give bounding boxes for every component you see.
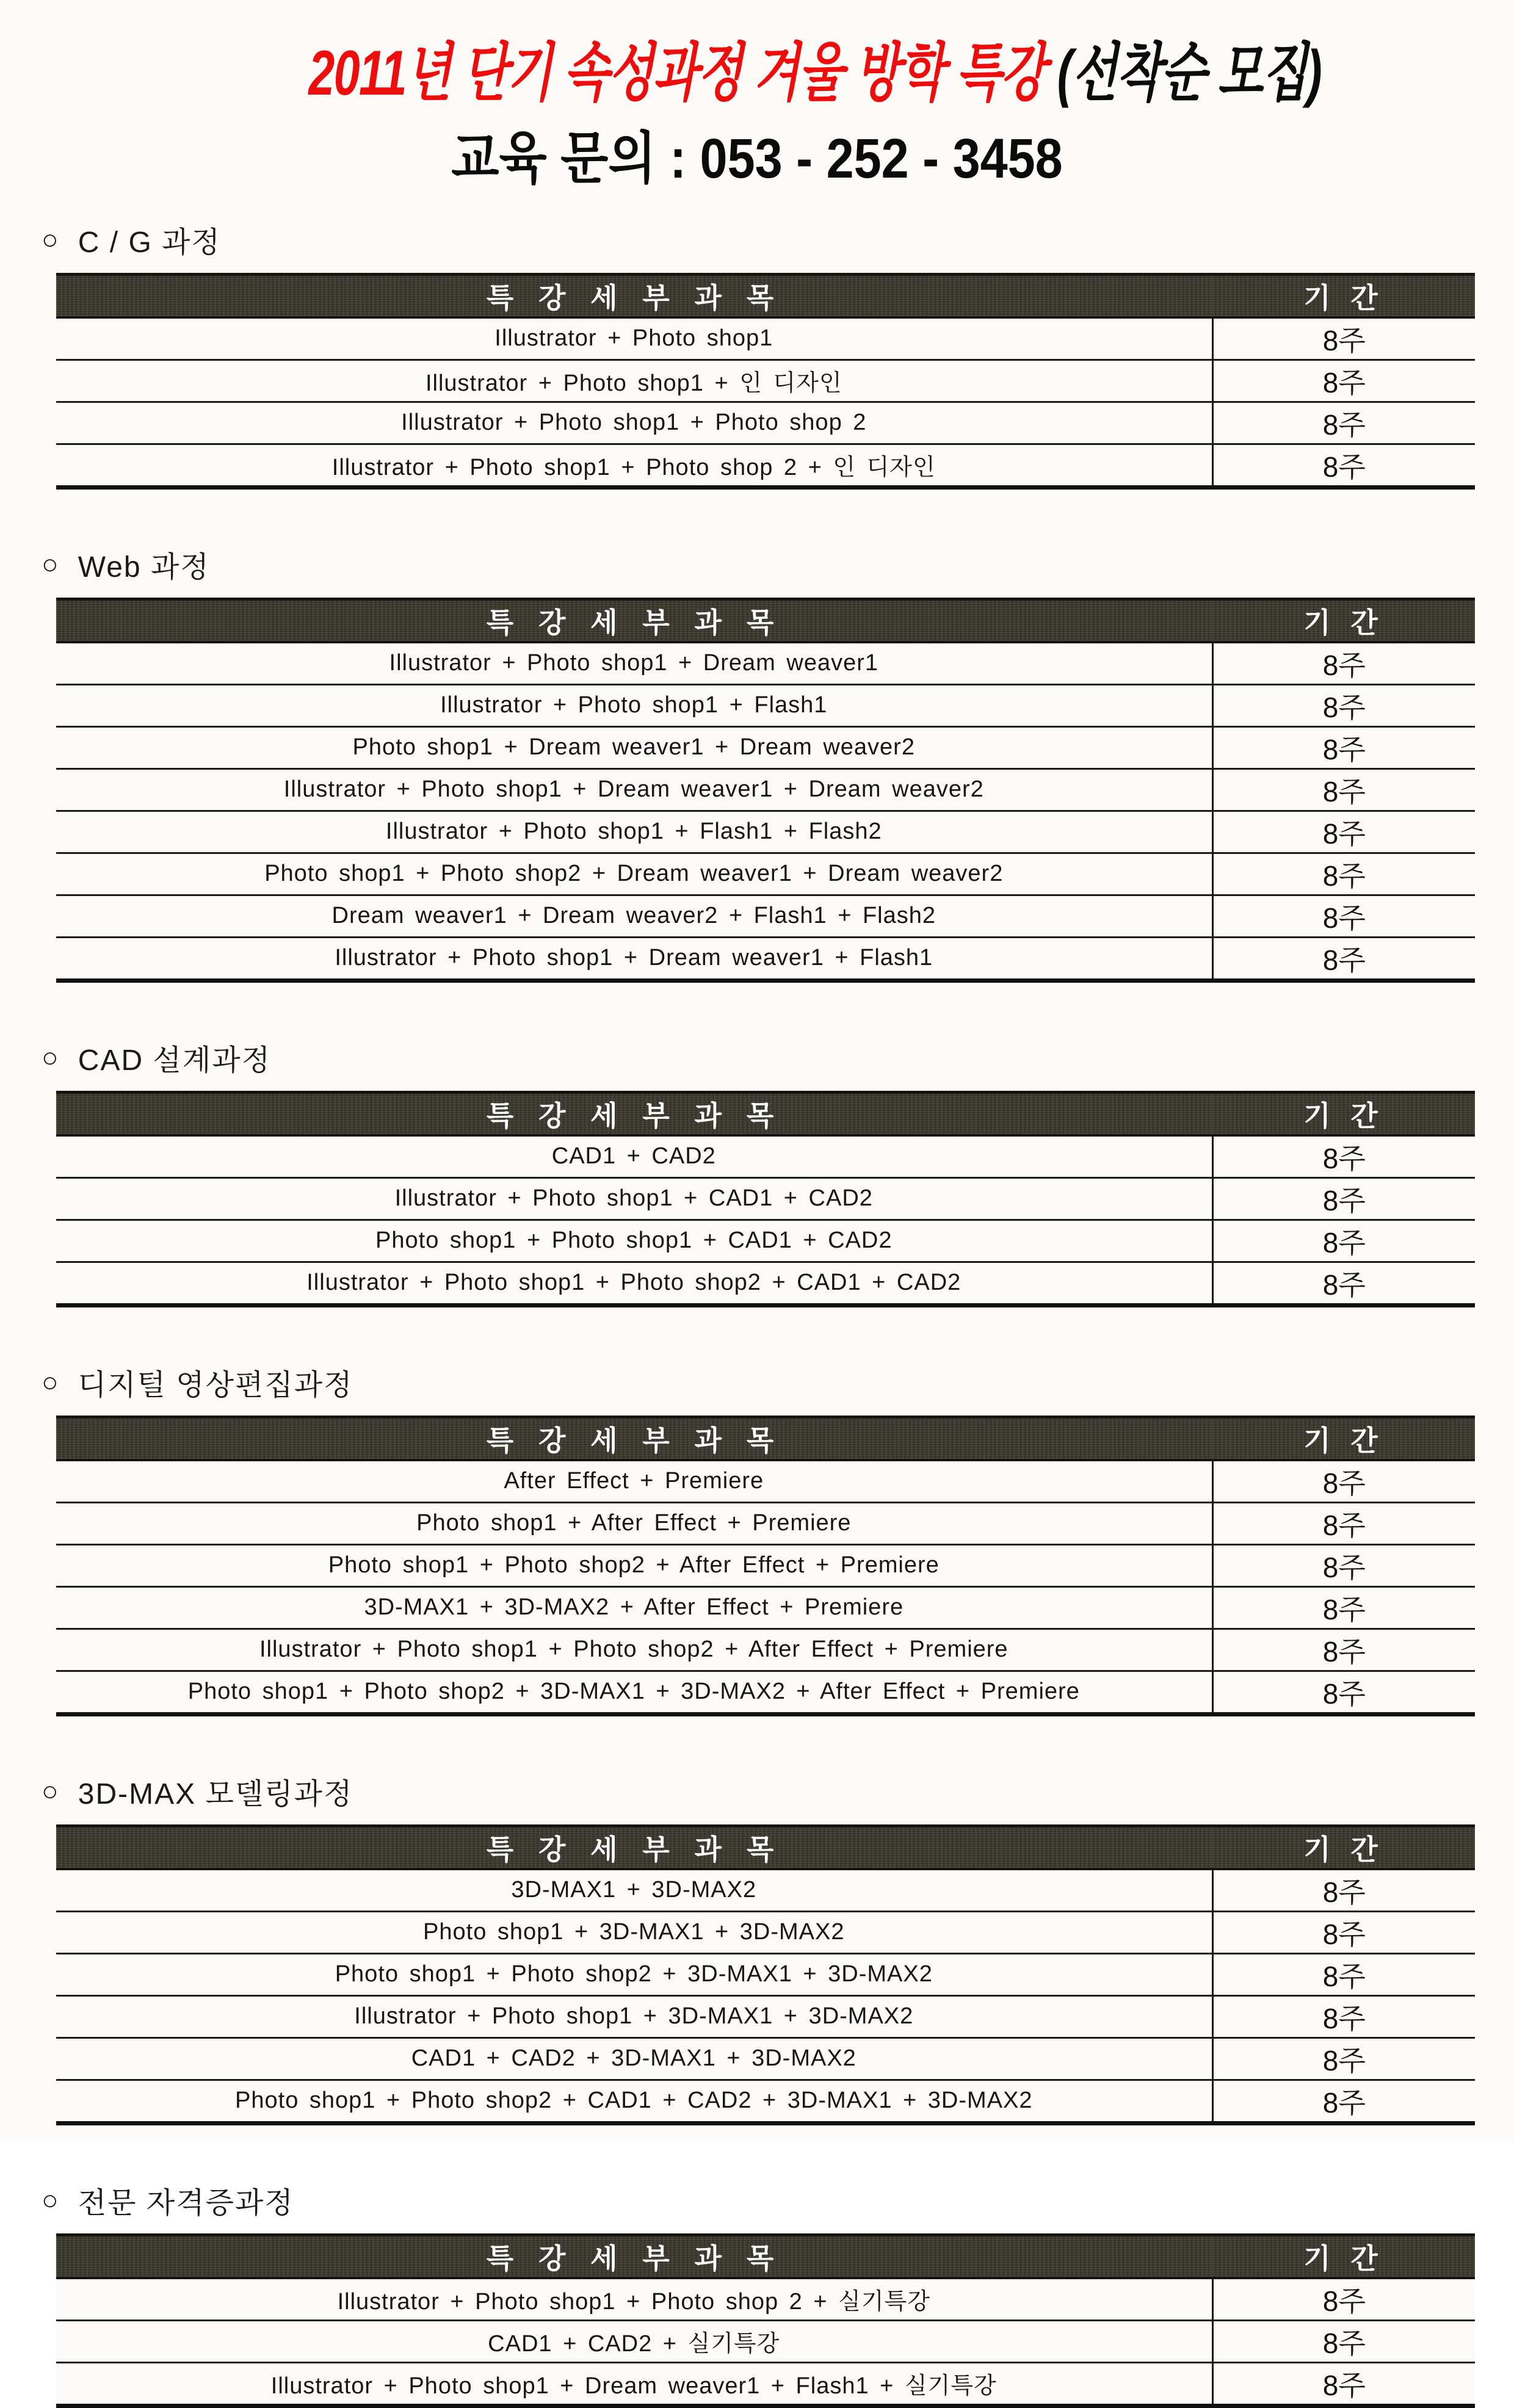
section-certification: [39, 2179, 1475, 2408]
course-row: [56, 2278, 1475, 2321]
course-subject: Photo shop1 + After Effect + Premiere: [56, 1502, 1212, 1544]
course-period: 8주: [1212, 1911, 1475, 1953]
course-period: 8주: [1212, 1502, 1475, 1544]
course-row: [56, 937, 1475, 980]
course-subject: Illustrator + Photo shop1 + Photo shop 2 + 인 디자인: [56, 444, 1212, 487]
course-period: 8주: [1212, 642, 1475, 685]
flyer-title-red: 2011년 단기 속성과정 겨울 방학 특강: [308, 38, 1057, 109]
table-header-period: 기 간: [1212, 1092, 1475, 1135]
course-subject: Illustrator + Photo shop1 + 3D-MAX1 + 3D-MAX2: [56, 1995, 1212, 2037]
course-period: 8주: [1212, 1953, 1475, 1995]
course-period: 8주: [1212, 1586, 1475, 1629]
table-header-period: 기 간: [1212, 2235, 1475, 2278]
circle-bullet-icon: ○: [42, 1041, 60, 1074]
table-header-subject: 특 강 세 부 과 목: [56, 2235, 1212, 2278]
course-row: [56, 853, 1475, 895]
course-subject: Photo shop1 + Photo shop2 + CAD1 + CAD2 + 3D-MAX1 + 3D-MAX2: [56, 2080, 1212, 2123]
course-period: 8주: [1212, 1995, 1475, 2037]
course-table-video-editing: [56, 1416, 1475, 1716]
table-header-period: 기 간: [1212, 274, 1475, 317]
course-row: [56, 684, 1475, 726]
table-header-period: 기 간: [1212, 1826, 1475, 1869]
course-period: 8주: [1212, 937, 1475, 980]
course-subject: 3D-MAX1 + 3D-MAX2 + After Effect + Premiere: [56, 1586, 1212, 1629]
course-period: 8주: [1212, 1629, 1475, 1671]
course-period: 8주: [1212, 1262, 1475, 1305]
course-row: [56, 1177, 1475, 1220]
section-video-editing: [39, 1361, 1475, 1716]
course-row: [56, 642, 1475, 685]
course-row: [56, 2362, 1475, 2406]
course-subject: Illustrator + Photo shop1 + Photo shop2 + CAD1 + CAD2: [56, 1262, 1212, 1305]
course-subject: Illustrator + Photo shop1 + CAD1 + CAD2: [56, 1177, 1212, 1220]
section-heading-label: C / G 과정: [78, 226, 221, 259]
course-period: 8주: [1212, 444, 1475, 487]
course-period: 8주: [1212, 726, 1475, 768]
table-header-row: [56, 1417, 1475, 1460]
course-row: [56, 444, 1475, 487]
section-heading-video-editing: [42, 1361, 1475, 1403]
course-row: [56, 1262, 1475, 1305]
course-subject: Illustrator + Photo shop1 + Dream weaver1: [56, 642, 1212, 685]
course-period: 8주: [1212, 2278, 1475, 2321]
course-subject: Photo shop1 + Photo shop1 + CAD1 + CAD2: [56, 1220, 1212, 1262]
course-row: [56, 1995, 1475, 2037]
course-subject: Illustrator + Photo shop1 + Dream weaver1 + Dream weaver2: [56, 768, 1212, 811]
section-heading-label: 전문 자격증과정: [78, 2186, 294, 2219]
course-row: [56, 2320, 1475, 2362]
contact-line: 교육 문의 : 053 - 252 - 3458: [451, 127, 1063, 190]
table-header-row: [56, 599, 1475, 642]
table-header-period: 기 간: [1212, 1417, 1475, 1460]
course-subject: Dream weaver1 + Dream weaver2 + Flash1 + Flash2: [56, 895, 1212, 937]
course-subject: CAD1 + CAD2 + 실기특강: [56, 2320, 1212, 2362]
course-subject: Illustrator + Photo shop1 + Photo shop2 + After Effect + Premiere: [56, 1629, 1212, 1671]
course-subject: Illustrator + Photo shop1: [56, 317, 1212, 360]
course-subject: Photo shop1 + Photo shop2 + After Effect + Premiere: [56, 1544, 1212, 1586]
course-row: [56, 1502, 1475, 1544]
circle-bullet-icon: ○: [42, 548, 60, 580]
flyer-title: [309, 35, 1322, 112]
course-row: [56, 1629, 1475, 1671]
course-row: [56, 1911, 1475, 1953]
course-row: [56, 768, 1475, 811]
course-row: [56, 2037, 1475, 2080]
section-3dmax: [39, 1770, 1475, 2125]
section-cg: [39, 219, 1475, 490]
course-period: 8주: [1212, 1544, 1475, 1586]
course-period: 8주: [1212, 2080, 1475, 2123]
course-table-3dmax: [56, 1824, 1475, 2125]
course-row: [56, 1869, 1475, 1912]
course-row: [56, 1135, 1475, 1178]
course-row: [56, 2080, 1475, 2123]
course-period: 8주: [1212, 360, 1475, 402]
course-subject: Photo shop1 + 3D-MAX1 + 3D-MAX2: [56, 1911, 1212, 1953]
contact-line-wrap: [39, 128, 1475, 190]
course-period: 8주: [1212, 2320, 1475, 2362]
course-subject: Illustrator + Photo shop1 + Dream weaver1 + Flash1: [56, 937, 1212, 980]
table-header-subject: 특 강 세 부 과 목: [56, 1092, 1212, 1135]
table-header-subject: 특 강 세 부 과 목: [56, 599, 1212, 642]
course-subject: Illustrator + Photo shop1 + Flash1 + Flash2: [56, 811, 1212, 853]
circle-bullet-icon: ○: [42, 1775, 60, 1807]
course-period: 8주: [1212, 853, 1475, 895]
table-header-subject: 특 강 세 부 과 목: [56, 1826, 1212, 1869]
section-cad: [39, 1036, 1475, 1307]
section-heading-label: 3D-MAX 모델링과정: [78, 1777, 353, 1810]
table-header-row: [56, 1092, 1475, 1135]
table-header-subject: 특 강 세 부 과 목: [56, 274, 1212, 317]
course-row: [56, 1953, 1475, 1995]
section-heading-label: 디지털 영상편집과정: [78, 1369, 353, 1401]
circle-bullet-icon: ○: [42, 223, 60, 256]
section-heading-cg: [42, 219, 1475, 261]
course-row: [56, 360, 1475, 402]
course-row: [56, 1671, 1475, 1714]
section-heading-certification: [42, 2179, 1475, 2221]
course-period: 8주: [1212, 811, 1475, 853]
course-subject: Illustrator + Photo shop1 + Photo shop 2: [56, 402, 1212, 444]
course-subject: Illustrator + Photo shop1 + Dream weaver1 + Flash1 + 실기특강: [56, 2362, 1212, 2406]
course-row: [56, 1586, 1475, 1629]
course-subject: CAD1 + CAD2 + 3D-MAX1 + 3D-MAX2: [56, 2037, 1212, 2080]
course-subject: Photo shop1 + Photo shop2 + 3D-MAX1 + 3D-MAX2: [56, 1953, 1212, 1995]
course-subject: Illustrator + Photo shop1 + 인 디자인: [56, 360, 1212, 402]
course-subject: Photo shop1 + Dream weaver1 + Dream weaver2: [56, 726, 1212, 768]
circle-bullet-icon: ○: [42, 2184, 60, 2216]
course-table-cg: [56, 273, 1475, 490]
course-subject: Illustrator + Photo shop1 + Photo shop 2 + 실기특강: [56, 2278, 1212, 2321]
section-heading-label: Web 과정: [78, 551, 210, 584]
flyer-header: [39, 0, 1475, 112]
table-header-row: [56, 2235, 1475, 2278]
course-subject: After Effect + Premiere: [56, 1460, 1212, 1503]
course-subject: CAD1 + CAD2: [56, 1135, 1212, 1178]
course-table-web: [56, 598, 1475, 983]
course-period: 8주: [1212, 402, 1475, 444]
course-table-cad: [56, 1091, 1475, 1307]
section-heading-3dmax: [42, 1770, 1475, 1812]
section-heading-web: [42, 543, 1475, 585]
course-period: 8주: [1212, 895, 1475, 937]
course-row: [56, 726, 1475, 768]
course-row: [56, 895, 1475, 937]
table-header-row: [56, 274, 1475, 317]
course-period: 8주: [1212, 1135, 1475, 1178]
table-header-subject: 특 강 세 부 과 목: [56, 1417, 1212, 1460]
course-row: [56, 1220, 1475, 1262]
section-heading-cad: [42, 1036, 1475, 1079]
course-table-certification: [56, 2233, 1475, 2408]
section-web: [39, 543, 1475, 983]
course-period: 8주: [1212, 2037, 1475, 2080]
course-period: 8주: [1212, 1671, 1475, 1714]
course-row: [56, 811, 1475, 853]
course-period: 8주: [1212, 1460, 1475, 1503]
circle-bullet-icon: ○: [42, 1366, 60, 1398]
flyer-title-black: (선착순 모집): [1057, 38, 1322, 109]
course-period: 8주: [1212, 1869, 1475, 1912]
section-heading-label: CAD 설계과정: [78, 1044, 271, 1077]
course-subject: Photo shop1 + Photo shop2 + 3D-MAX1 + 3D-MAX2 + After Effect + Premiere: [56, 1671, 1212, 1714]
course-subject: Illustrator + Photo shop1 + Flash1: [56, 684, 1212, 726]
course-row: [56, 1460, 1475, 1503]
table-header-period: 기 간: [1212, 599, 1475, 642]
course-period: 8주: [1212, 1177, 1475, 1220]
course-row: [56, 317, 1475, 360]
course-row: [56, 1544, 1475, 1586]
course-subject: 3D-MAX1 + 3D-MAX2: [56, 1869, 1212, 1912]
course-subject: Photo shop1 + Photo shop2 + Dream weaver1 + Dream weaver2: [56, 853, 1212, 895]
course-period: 8주: [1212, 768, 1475, 811]
course-row: [56, 402, 1475, 444]
table-header-row: [56, 1826, 1475, 1869]
course-period: 8주: [1212, 317, 1475, 360]
course-period: 8주: [1212, 684, 1475, 726]
course-period: 8주: [1212, 1220, 1475, 1262]
course-period: 8주: [1212, 2362, 1475, 2406]
